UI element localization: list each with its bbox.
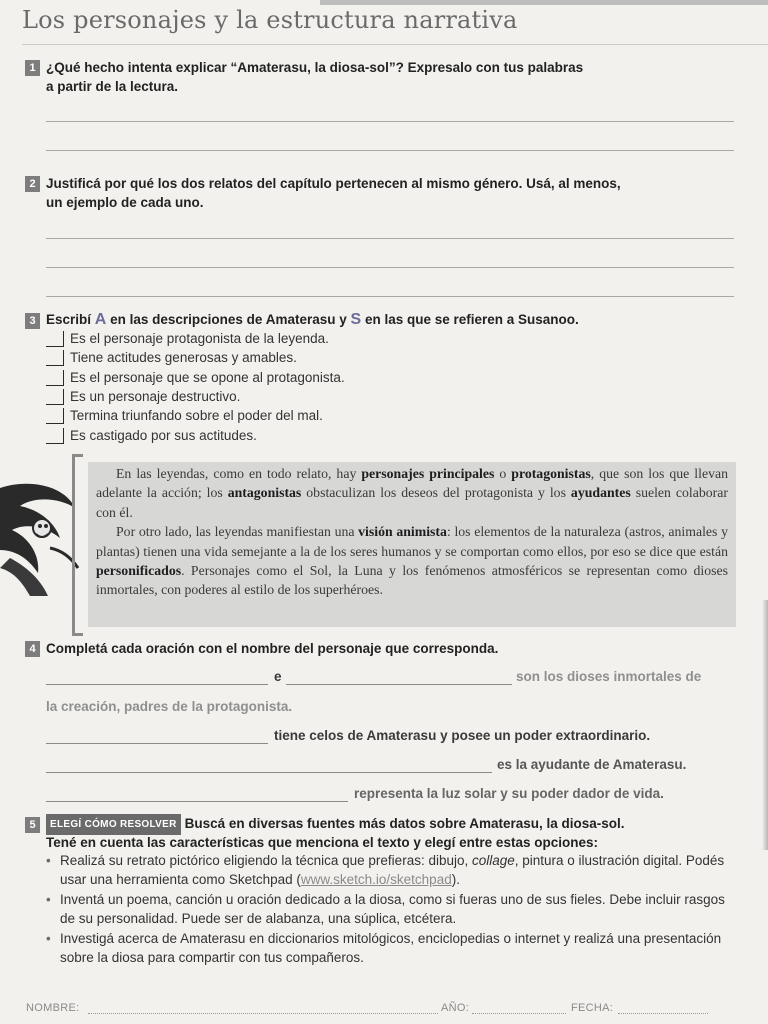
check-item[interactable]: [46, 406, 323, 425]
info-paragraph-1: En las leyendas, como en todo relato, hay personajes principales o protagonistas, que son los que llevan adelante la acción; los antagonistas obstaculizan los deseos del protagonista y los ayudantes suelen colaborar con él.: [96, 466, 729, 520]
fill-blank[interactable]: [46, 772, 492, 773]
date-field[interactable]: [618, 1013, 708, 1014]
check-item-label: Tiene actitudes generosas y amables.: [70, 350, 297, 365]
check-item-label: Termina triunfando sobre el poder del mal.: [70, 408, 323, 423]
fill-blank[interactable]: [286, 684, 512, 685]
option-portrait: • Realizá su retrato pictórico eligiendo la técnica que prefieras: dibujo, collage, pintura o ilustración digital. Podés usar una herramienta como Sketchpad (www.sketch.io/sketchpad).: [46, 851, 736, 890]
question-4-text: Completá cada oración con el nombre del personaje que corresponda.: [46, 641, 499, 656]
title-rule: [22, 44, 768, 45]
question-number-4: 4: [25, 641, 40, 657]
page-fold-shadow: [762, 600, 768, 850]
q3-suffix: en las que se refieren a Susanoo.: [364, 312, 579, 327]
question-number-2: 2: [25, 176, 40, 192]
check-item-label: Es el personaje que se opone al protagonista.: [70, 370, 345, 385]
sentence-2: tiene celos de Amaterasu y posee un poder extraordinario.: [274, 728, 651, 743]
footer-year-label: AÑO:: [441, 1002, 470, 1014]
fill-blank[interactable]: [46, 684, 268, 685]
fill-blank[interactable]: [46, 743, 268, 744]
sketchpad-link[interactable]: www.sketch.io/sketchpad: [300, 872, 452, 888]
question-5-line-2: Tené en cuenta las características que menciona el texto y elegí entre estas opciones:: [46, 835, 598, 850]
sentence-1-part-1: son los dioses inmortales de: [516, 669, 702, 684]
sentence-4: representa la luz solar y su poder dador de vida.: [354, 786, 664, 801]
q3-prefix: Escribí: [46, 312, 92, 327]
check-item-label: Es un personaje destructivo.: [70, 389, 241, 404]
check-item[interactable]: [46, 426, 257, 445]
answer-box[interactable]: [46, 389, 64, 405]
page-title: Los personajes y la estructura narrativa: [22, 6, 518, 34]
option-research: • Investigá acerca de Amaterasu en diccionarios mitológicos, enciclopedias o internet y realizá una presentación sobre la diosa para compartir con tus compañeros.: [46, 929, 736, 968]
year-field[interactable]: [472, 1013, 566, 1014]
sentence-3: es la ayudante de Amaterasu.: [497, 757, 687, 772]
q3-middle: en las descripciones de Amaterasu y: [110, 312, 347, 327]
check-item[interactable]: [46, 387, 240, 406]
question-2-line-1: Justificá por qué los dos relatos del capítulo pertenecen al mismo género. Usá, al menos,: [46, 176, 621, 191]
footer-date-label: FECHA:: [571, 1002, 614, 1014]
choose-tag: ELEGÍ CÓMO RESOLVER: [46, 814, 181, 835]
question-2-line-2: un ejemplo de cada uno.: [46, 195, 204, 210]
page-top-edge: [320, 0, 768, 5]
question-1-line-2: a partir de la lectura.: [46, 79, 179, 94]
sentence-1-part-2: la creación, padres de la protagonista.: [46, 699, 293, 714]
options-list: [46, 851, 736, 967]
fill-connector: e: [274, 669, 282, 684]
answer-box[interactable]: [46, 331, 64, 347]
deity-illustration: [0, 478, 80, 598]
fill-blank[interactable]: [46, 801, 348, 802]
check-item[interactable]: [46, 368, 345, 387]
check-item-label: Es el personaje protagonista de la leyenda.: [70, 331, 329, 346]
check-item-label: Es castigado por sus actitudes.: [70, 428, 257, 443]
question-5-line-1: ELEGÍ CÓMO RESOLVER Buscá en diversas fuentes más datos sobre Amaterasu, la diosa-sol.: [46, 814, 625, 835]
answer-box[interactable]: [46, 370, 64, 386]
answer-line[interactable]: [46, 121, 734, 122]
letter-a: A: [94, 311, 107, 328]
info-paragraph-2: Por otro lado, las leyendas manifiestan una visión animista: los elementos de la naturaleza (astros, animales y plantas) tienen una vida semejante a la de los seres humanos y se comportan como ellos, por eso se dice que están personificados. Personajes como el Sol, la Luna y los fenómenos atmosféricos se representan como dioses inmortales, con poderes al estilo de los superhéroes.: [96, 524, 728, 598]
answer-box[interactable]: [46, 350, 64, 366]
answer-line[interactable]: [46, 150, 734, 151]
answer-line[interactable]: [46, 238, 734, 239]
question-number-5: 5: [25, 817, 40, 833]
answer-line[interactable]: [46, 296, 734, 297]
answer-line[interactable]: [46, 267, 734, 268]
letter-s: S: [350, 311, 362, 328]
option-poem: • Inventá un poema, canción u oración dedicado a la diosa, como si fueras uno de sus fieles. Debe incluir rasgos de su personalidad. Puede ser de alabanza, una súplica, etcétera.: [46, 890, 736, 929]
info-bracket: [72, 454, 83, 636]
question-3-text: [46, 310, 579, 329]
name-field[interactable]: [88, 1013, 438, 1014]
answer-box[interactable]: [46, 428, 64, 444]
check-item[interactable]: [46, 329, 329, 348]
answer-box[interactable]: [46, 408, 64, 424]
info-text: [96, 464, 728, 600]
question-number-3: 3: [25, 313, 40, 329]
question-number-1: 1: [25, 60, 40, 76]
question-1-line-1: ¿Qué hecho intenta explicar “Amaterasu, la diosa-sol”? Expresalo con tus palabras: [46, 60, 584, 75]
check-item[interactable]: [46, 348, 297, 367]
footer-name-label: NOMBRE:: [26, 1002, 80, 1014]
